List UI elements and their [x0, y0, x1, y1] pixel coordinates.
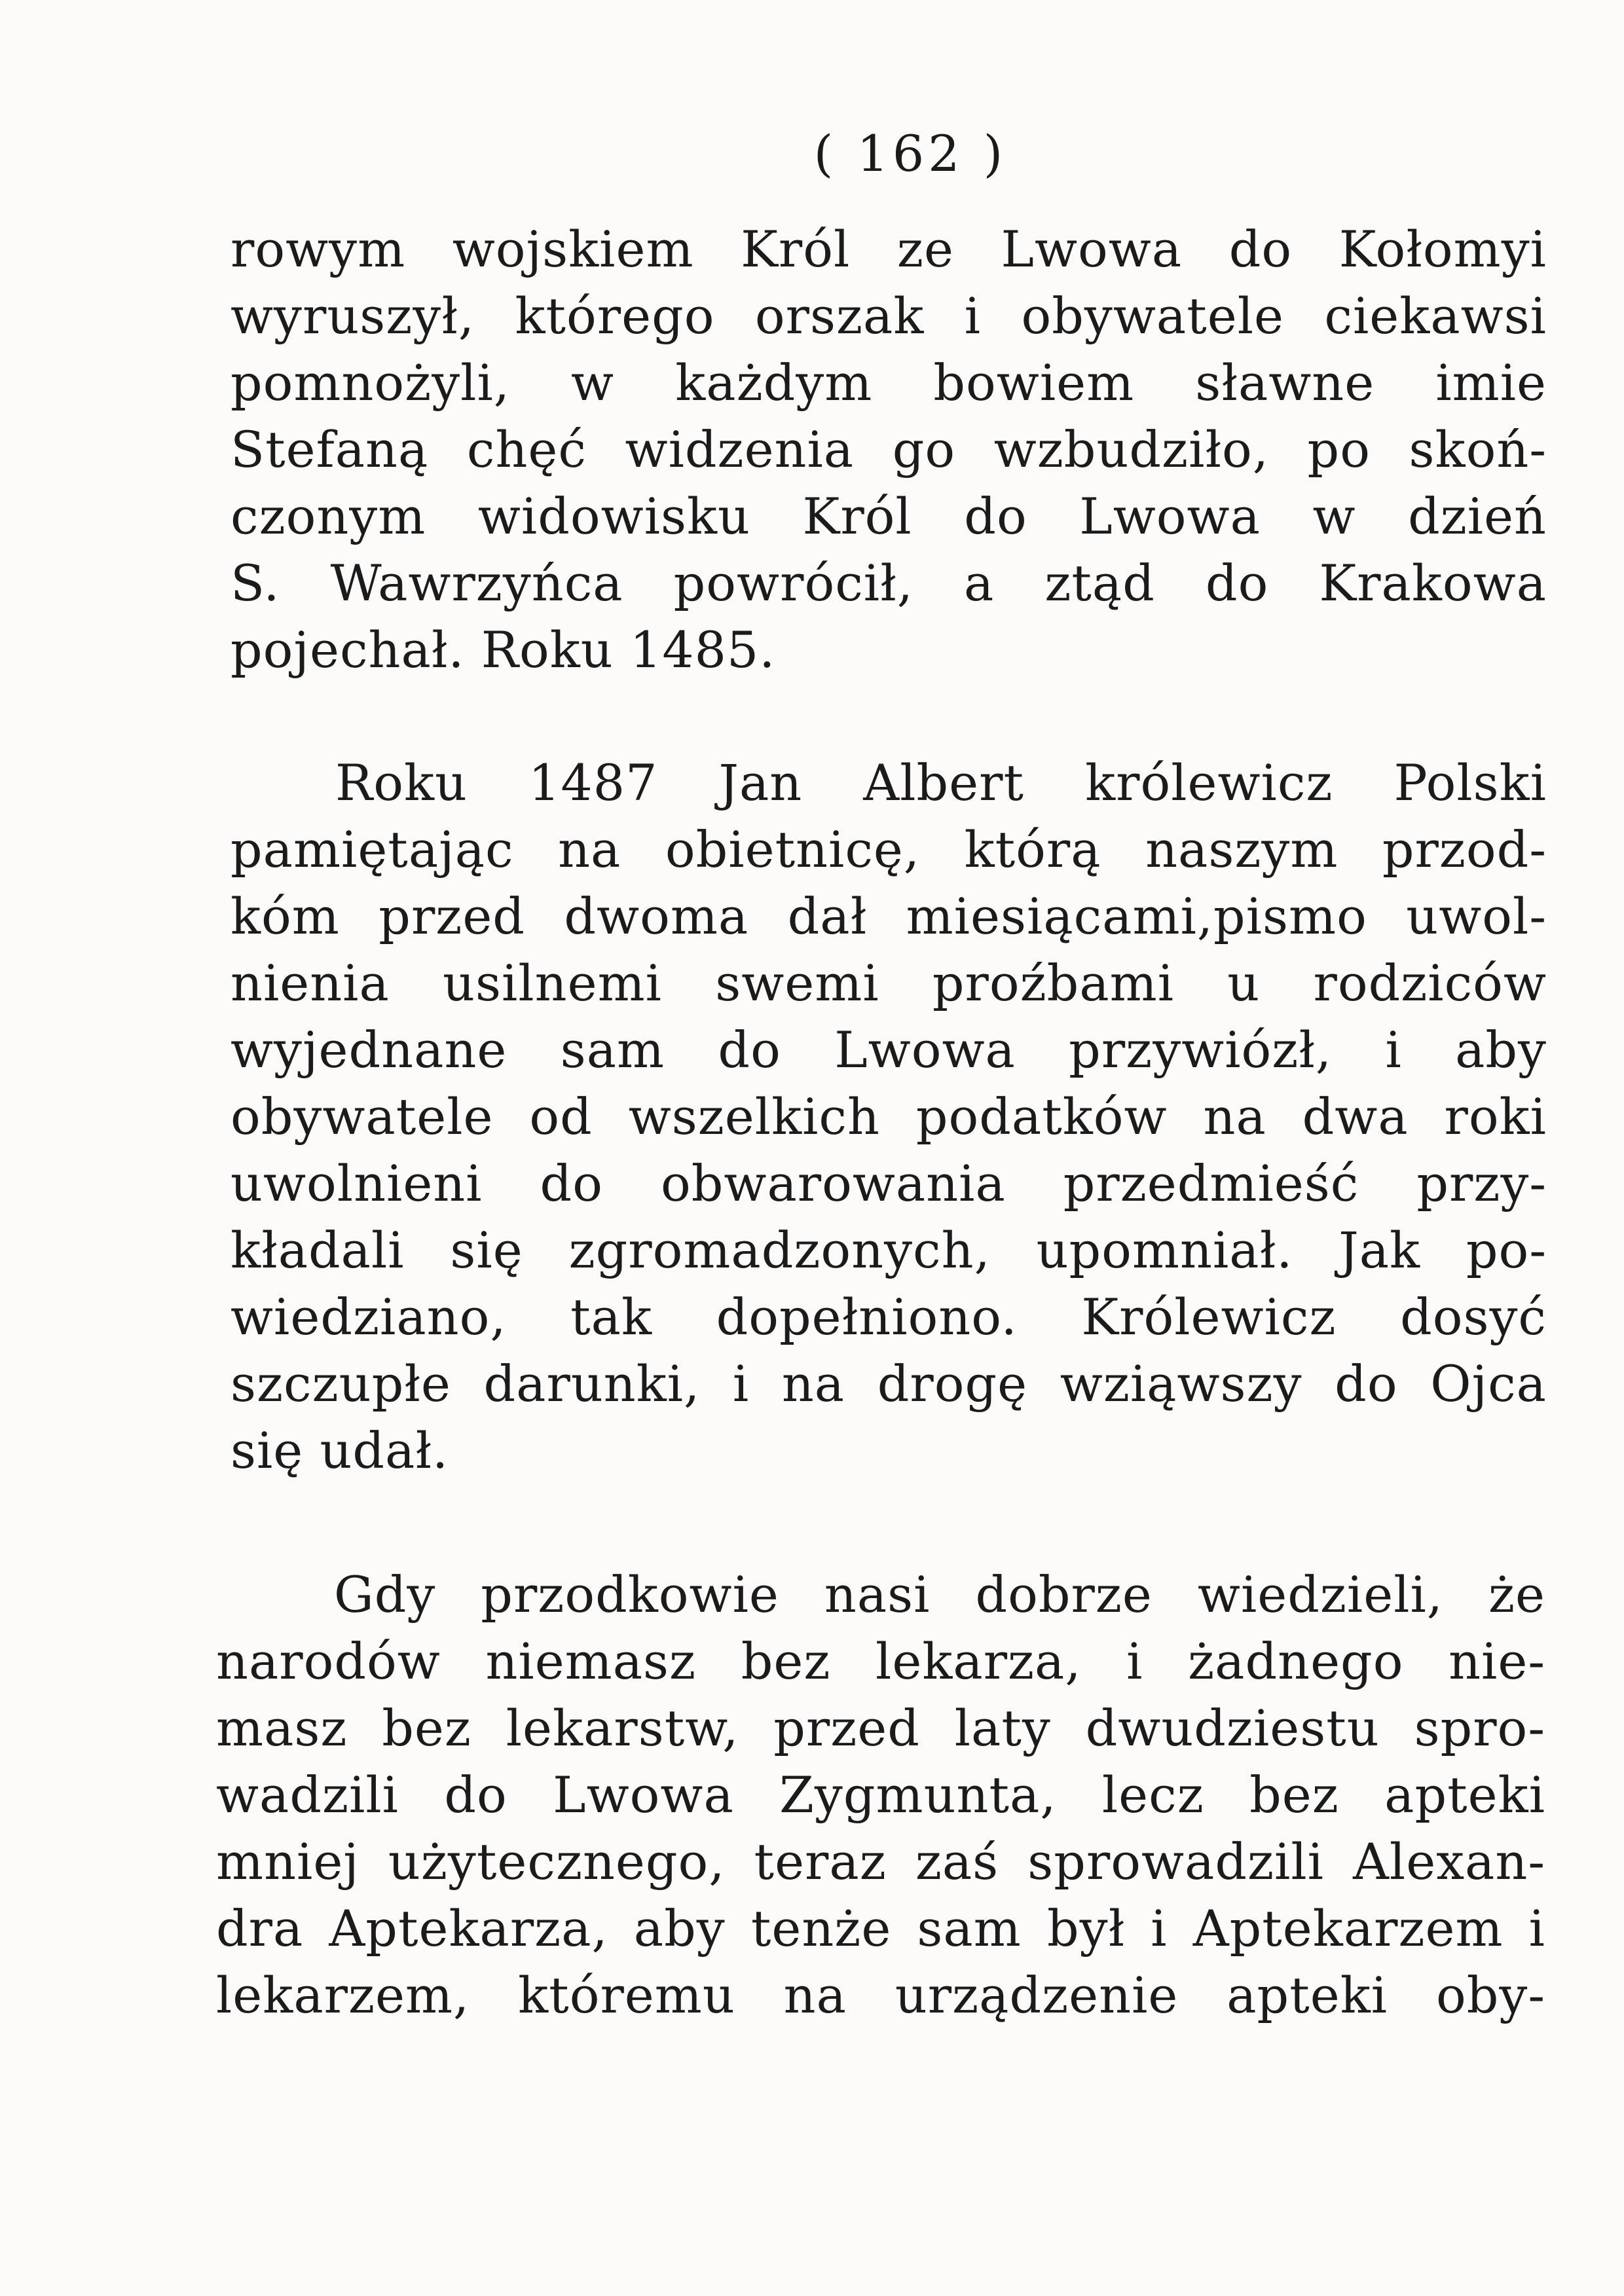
text-line: wadzili do Lwowa Zygmunta, lecz bez apteki [216, 1766, 1545, 1824]
text-line: nienia usilnemi swemi proźbami u rodziców [231, 954, 1547, 1012]
text-line: masz bez lekarstw, przed laty dwudziestu spro- [216, 1699, 1545, 1757]
paragraph-3 [216, 1561, 1545, 2029]
text-line: wiedziano, tak dopełniono. Królewicz dosyć [231, 1288, 1547, 1346]
text-line: S. Wawrzyńca powrócił, a ztąd do Krakowa [231, 554, 1547, 612]
text-line: Stefaną chęć widzenia go wzbudziło, po skoń- [231, 420, 1547, 479]
text-line: wyruszył, którego orszak i obywatele ciekawsi [231, 287, 1547, 345]
text-line: wyjednane sam do Lwowa przywiózł, i aby [231, 1021, 1547, 1079]
text-line: pojechał. Roku 1485. [231, 621, 776, 679]
text-line: uwolnieni do obwarowania przedmieść przy- [231, 1154, 1547, 1212]
text-line: rowym wojskiem Król ze Lwowa do Kołomyi [231, 220, 1547, 278]
text-line: obywatele od wszelkich podatków na dwa roki [231, 1087, 1547, 1146]
text-line: kóm przed dwoma dał miesiącami,pismo uwol- [231, 887, 1547, 945]
paragraph-1 [231, 216, 1547, 683]
text-line: Gdy przodkowie nasi dobrze wiedzieli, że [334, 1565, 1545, 1624]
page-number: ( 162 ) [813, 124, 1007, 183]
text-line: dra Aptekarza, aby tenże sam był i Aptekarzem i [216, 1899, 1545, 1958]
paragraph-2 [231, 750, 1547, 1484]
text-line: czonym widowisku Król do Lwowa w dzień [231, 487, 1547, 545]
text-line: się udał. [231, 1421, 449, 1480]
text-line: szczupłe darunki, i na drogę wziąwszy do Ojca [231, 1355, 1547, 1413]
text-line: lekarzem, któremu na urządzenie apteki oby- [216, 1966, 1545, 2024]
text-line: mniej użytecznego, teraz zaś sprowadzili Alexan- [216, 1832, 1545, 1891]
text-line: pomnożyli, w każdym bowiem sławne imie [231, 354, 1547, 412]
text-line: pamiętając na obietnicę, którą naszym przod- [231, 820, 1547, 879]
text-line: Roku 1487 Jan Albert królewicz Polski [335, 754, 1547, 812]
text-line: narodów niemasz bez lekarza, i żadnego nie- [216, 1632, 1545, 1690]
text-line: kładali się zgromadzonych, upomniał. Jak po- [231, 1221, 1547, 1279]
